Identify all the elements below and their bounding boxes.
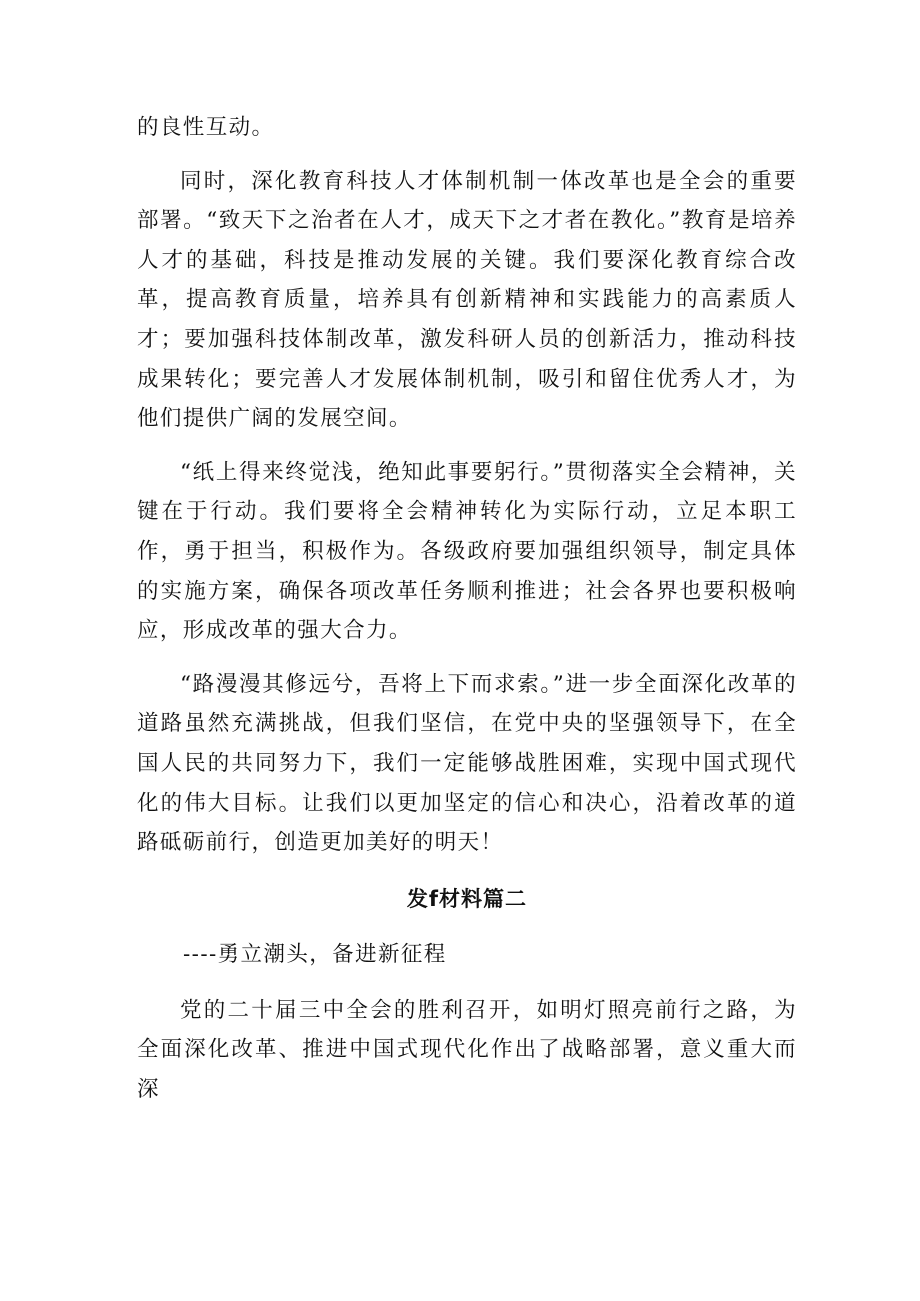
paragraph-education-reform: 同时，深化教育科技人才体制机制一体改革也是全会的重要部署。“致天下之治者在人才，成天下之才者在教化。”教育是培养人才的基础，科技是推动发展的关键。我们要深化教育综合改革，提高教育质量，培养具有创新精神和实践能力的高素质人才；要加强科技体制改革，激发科研人员的创新活力，推动科技成果转化；要完善人才发展体制机制，吸引和留住优秀人才，为他们提供广阔的发展空间。 [137,168,797,432]
paragraph-continuation: 的良性互动。 [137,115,275,140]
paragraph-action: “纸上得来终觉浅，绝知此事要躬行。”贯彻落实全会精神，关键在于行动。我们要将全会精神转化为实际行动，立足本职工作，勇于担当，积极作为。各级政府要加强组织领导，制定具体的实施方案，确保各项改革任务顺利推进；社会各界也要积极响应，形成改革的强大合力。 [137,459,797,644]
paragraph-conclusion: “路漫漫其修远兮，吾将上下而求索。”进一步全面深化改革的道路虽然充满挑战，但我们坚信，在党中央的坚强领导下，在全国人民的共同努力下，我们一定能够战胜困难，实现中国式现代化的伟大目标。让我们以更加坚定的信心和决心，沿着改革的道路砥砺前行，创造更加美好的明天！ [137,671,797,856]
section-subtitle: ----勇立潮头，备进新征程 [183,941,447,967]
document-body [137,108,797,1109]
paragraph-opening: 党的二十届三中全会的胜利召开，如明灯照亮前行之路，为全面深化改革、推进中国式现代化作出了战略部署，意义重大而深 [137,997,797,1102]
section-heading: 发f材料篇二 [406,886,528,911]
